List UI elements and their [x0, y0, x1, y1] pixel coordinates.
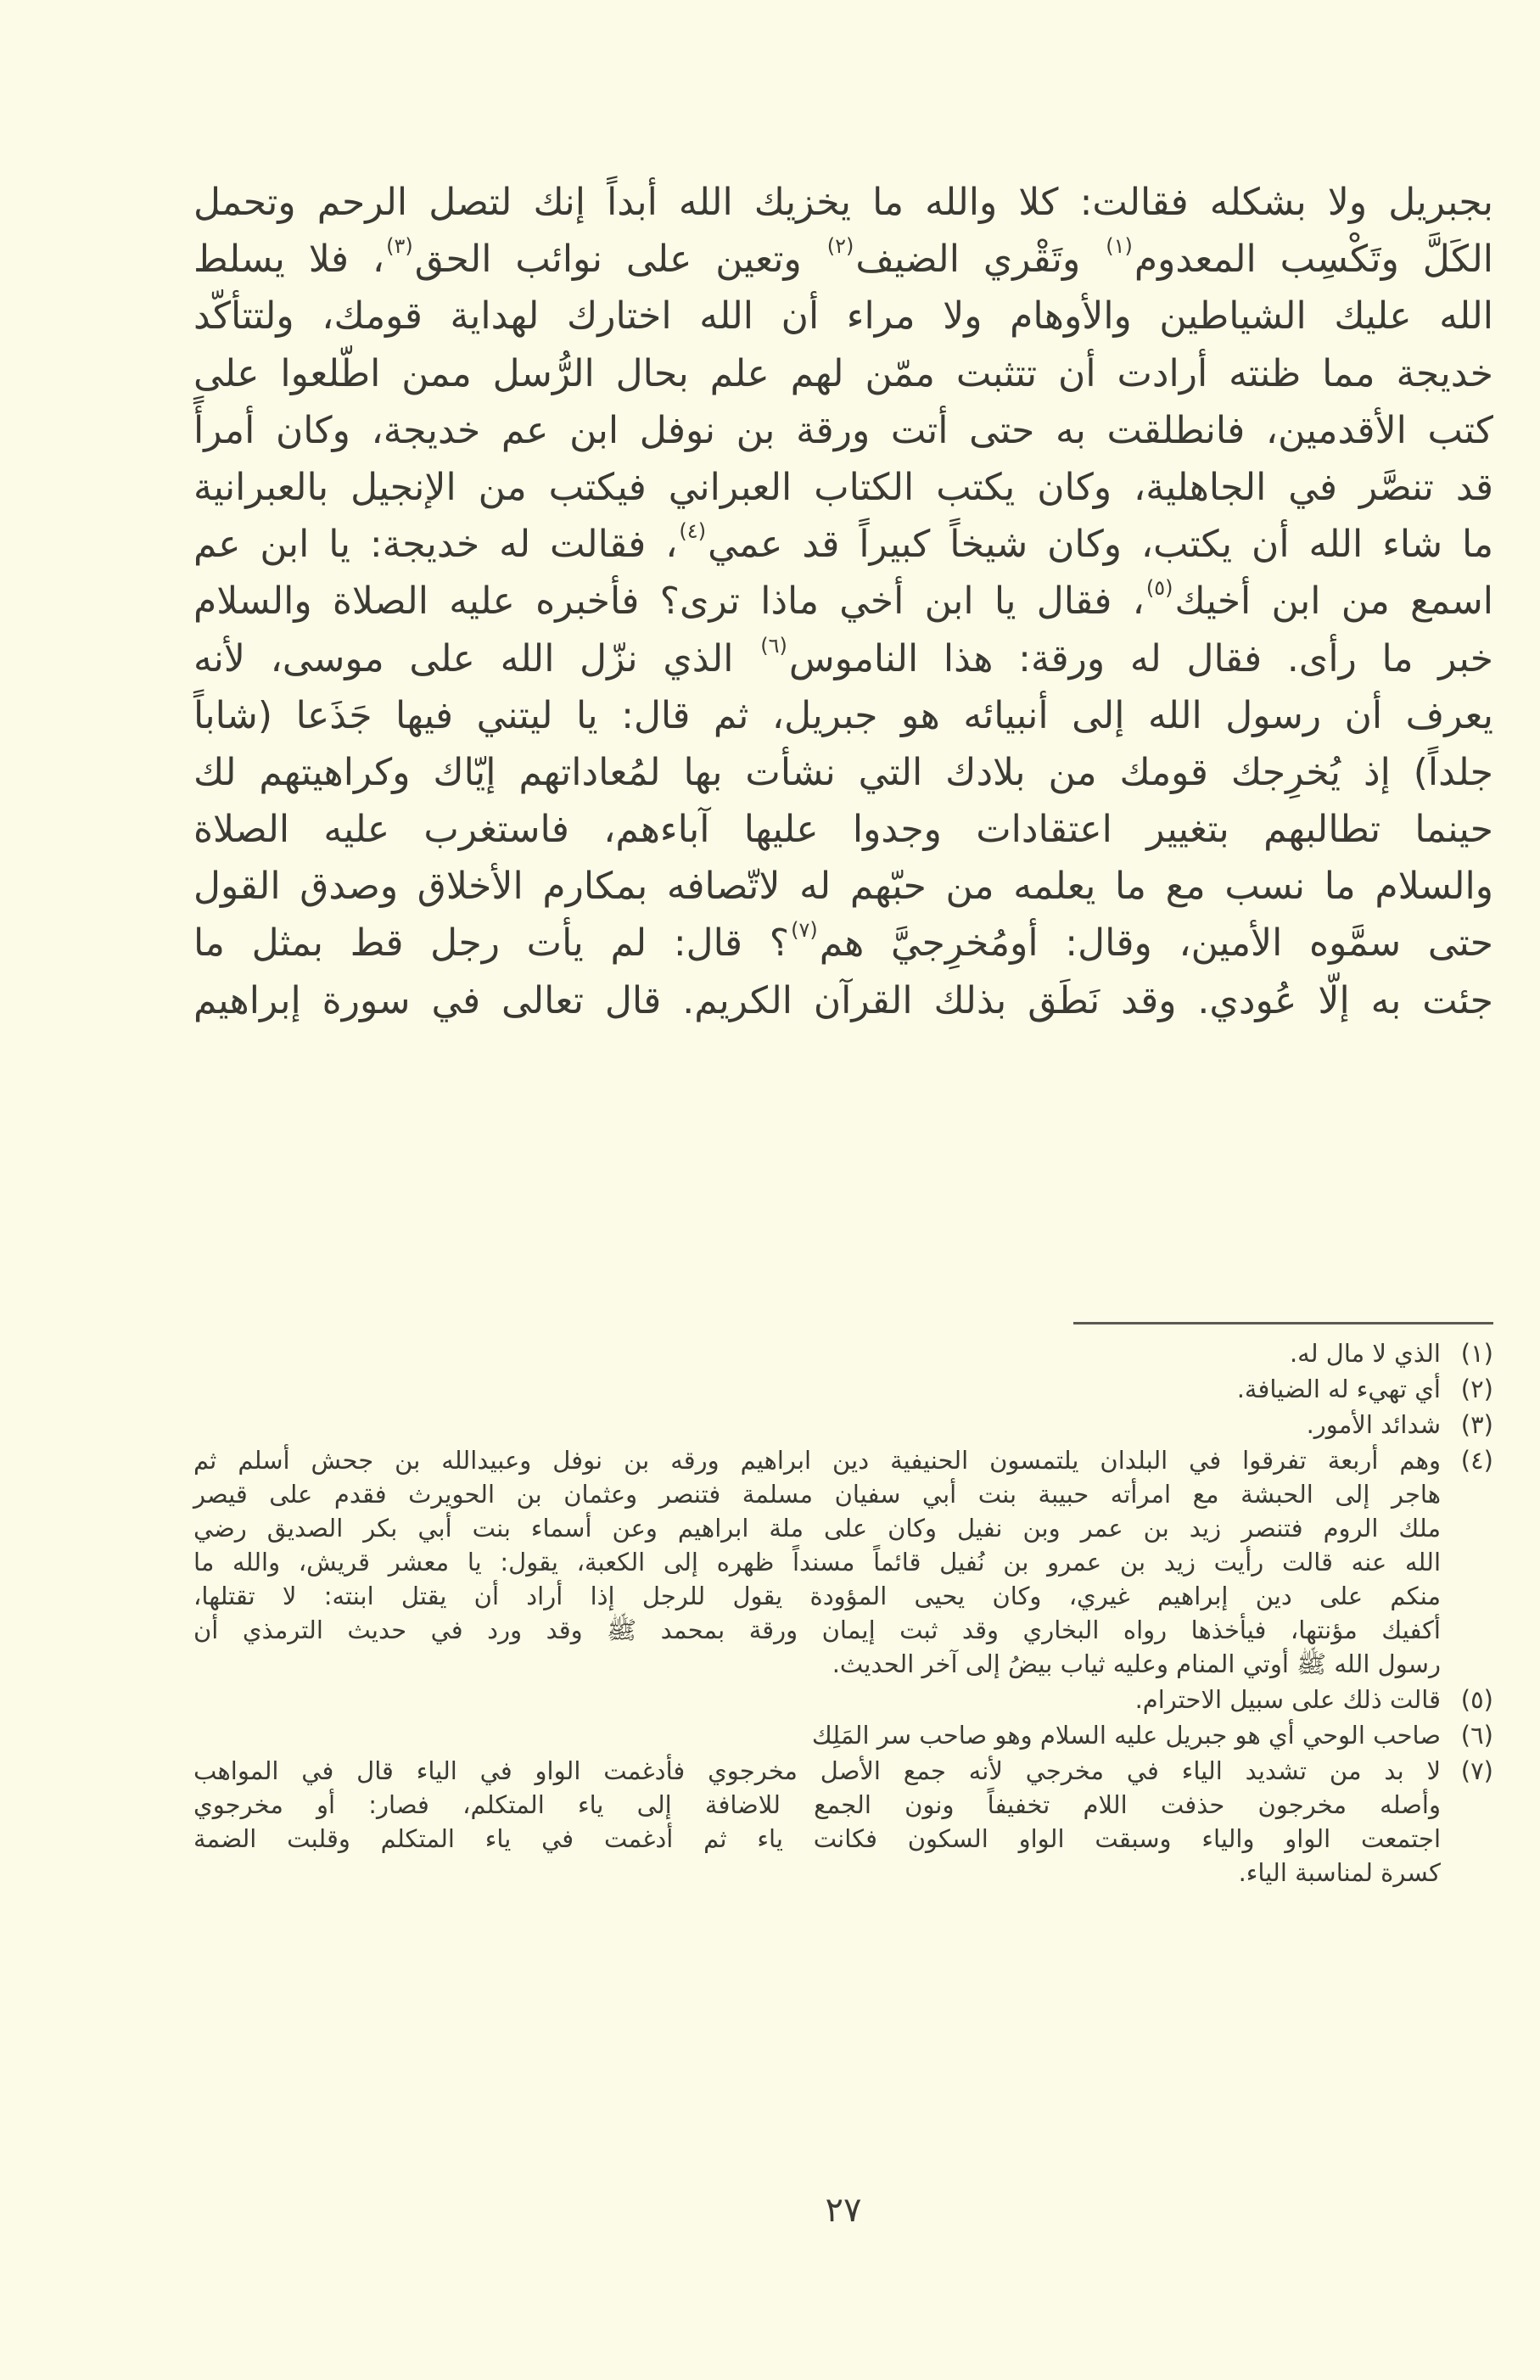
footnote-number: (٧)	[1460, 1756, 1493, 1785]
footnote-ref[interactable]: (١)	[1106, 234, 1133, 259]
footnote-ref[interactable]: (٤)	[679, 519, 707, 544]
text-line: خبر ما رأى. فقال له ورقة: هذا الناموس$^{(٦)}$ الذي نزّل الله على موسى، لأنه	[193, 633, 1493, 680]
text-line: الكَلَّ وتَكْسِب المعدوم$^{(١)}$ وتَقْري الضيف$^{(٢)}$ وتعين على نوائب الحق$^{(٣)}$، فلا يسلط	[193, 234, 1494, 282]
footnote-number: (١)	[1460, 1339, 1493, 1368]
footnote-ref[interactable]: (٢)	[826, 234, 854, 259]
footnote-ref[interactable]: (٦)	[760, 633, 787, 658]
text-line: جلداً) إذ يُخرِجك قومك من بلادك التي نشأت بها لمُعاداتهم إيّاك وكراهيتهم لك	[193, 750, 1493, 794]
footnote-1: (١) الذي لا مال له.	[193, 1336, 1493, 1370]
text-line: الله عليك الشياطين والأوهام ولا مراء أن الله اختارك لهداية قومك، ولتتأكّد	[193, 294, 1493, 339]
footnote-number: (٤)	[1460, 1446, 1493, 1475]
footnote-ref[interactable]: (٥)	[1145, 576, 1173, 601]
footnote-ref[interactable]: (٧)	[791, 918, 818, 943]
footnote-separator	[1073, 1322, 1493, 1324]
footnote-ref[interactable]: (٣)	[386, 234, 413, 259]
main-text	[193, 174, 1493, 1029]
text-line: ما شاء الله أن يكتب، وكان شيخاً كبيراً قد عمي$^{(٤)}$، فقالت له خديجة: يا ابن عم	[193, 519, 1494, 567]
footnotes	[193, 1336, 1493, 1891]
footnote-number: (٢)	[1460, 1375, 1493, 1403]
footnote-3: (٣) شدائد الأمور.	[193, 1408, 1493, 1442]
text-line: بجبريل ولا بشكله فقالت: كلا والله ما يخزيك الله أبداً إنك لتصل الرحم وتحمل	[193, 181, 1493, 224]
text-line: اسمع من ابن أخيك$^{(٥)}$، فقال يا ابن أخي ماذا ترى؟ فأخبره عليه الصلاة والسلام	[193, 576, 1493, 624]
text-line: قد تنصَّر في الجاهلية، وكان يكتب الكتاب العبراني فيكتب من الإنجيل بالعبرانية	[193, 465, 1493, 509]
footnote-2: (٢) أي تهيء له الضيافة.	[193, 1372, 1493, 1406]
text-line: حتى سمَّوه الأمين، وقال: أومُخرِجيَّ هم$^{(٧)}$؟ قال: لم يأت رجل قط بمثل ما	[193, 918, 1493, 966]
text-line: يعرف أن رسول الله إلى أنبيائه هو جبريل، ثم قال: يا ليتني فيها جَذَعا (شاباً	[193, 693, 1493, 737]
text-line: حينما تطالبهم بتغيير اعتقادات وجدوا عليها آباءهم، فاستغرب عليه الصلاة	[193, 808, 1493, 852]
footnote-number: (٣)	[1460, 1410, 1493, 1439]
footnote-7: (٧) لا بد من تشديد الياء في مخرجي لأنه جمع الأصل مخرجوي فأدغمت الواو في الياء قال في المواهب وأصله مخرجون حذفت اللام تخفيفاً ونون الجمع للاضافة إلى ياء المتكلم، فصار: أو مخرجوي اجتمعت الواو والياء وسبقت الواو السكون فكانت ياء ثم أدغمت في ياء المتكلم وقلبت الضمة كسرة لمناسبة الياء.	[193, 1754, 1493, 1890]
footnote-5: (٥) قالت ذلك على سبيل الاحترام.	[193, 1683, 1493, 1716]
text-line: جئت به إلّا عُودي. وقد نَطَق بذلك القرآن الكريم. قال تعالى في سورة إبراهيم	[193, 978, 1493, 1022]
footnote-number: (٦)	[1460, 1721, 1493, 1750]
footnote-4: (٤) وهم أربعة تفرقوا في البلدان يلتمسون الحنيفية دين ابراهيم ورقه بن نوفل وعبيدالله بن جحش أسلم ثم هاجر إلى الحبشة مع امرأته حبيبة بنت أبي سفيان مسلمة فتنصر وعثمان بن الحويرث فقدم على قيصر ملك الروم فتنصر زيد بن عمر وبن نفيل وكان على ملة ابراهيم وعن أسماء بنت أبي بكر الصديق رضي الله عنه قالت رأيت زيد بن عمرو بن نُفيل قائماً مسنداً ظهره إلى الكعبة، يقول: يا معشر قريش، والله ما منكم على دين إبراهيم غيري، وكان يحيى المؤودة يقول للرجل إذا أراد أن يقتل ابنته: لا تقتلها، أكفيك مؤنتها، فيأخذها رواه البخاري وقد ثبت إيمان ورقة بمحمد ﷺ وقد ورد في حديث الترمذي أن رسول الله ﷺ أوتي المنام وعليه ثياب بيضُ إلى آخر الحديث.	[193, 1443, 1493, 1681]
book-page	[193, 0, 1493, 2380]
footnote-number: (٥)	[1460, 1685, 1493, 1714]
page-number: ٢٧	[825, 2191, 862, 2230]
text-line: خديجة مما ظنته أرادت أن تتثبت ممّن لهم علم بحال الرُّسل ممن اطّلعوا على	[193, 351, 1493, 395]
text-line: والسلام ما نسب مع ما يعلمه من حبّهم له لاتّصافه بمكارم الأخلاق وصدق القول	[193, 865, 1493, 909]
footnote-6: (٦) صاحب الوحي أي هو جبريل عليه السلام وهو صاحب سر المَلِك	[193, 1718, 1493, 1752]
text-line: كتب الأقدمين، فانطلقت به حتى أتت ورقة بن نوفل ابن عم خديجة، وكان أمرأً	[193, 408, 1493, 452]
